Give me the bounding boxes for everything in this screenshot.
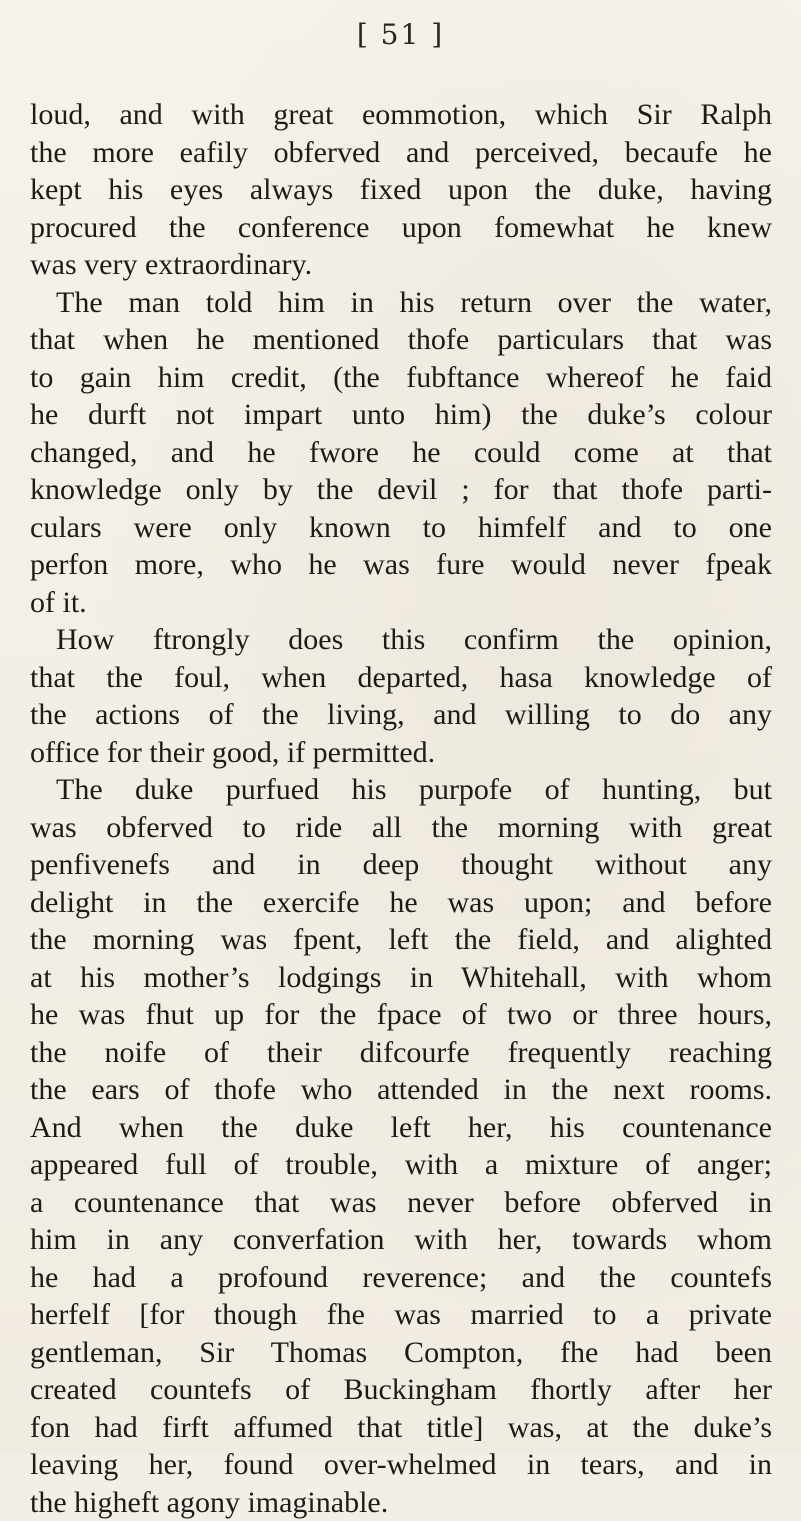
text-line: The man told him in his return over the water,: [30, 284, 772, 322]
text-line: And when the duke left her, his countenance: [30, 1109, 772, 1147]
text-line: penfivenefs and in deep thought without any: [30, 846, 772, 884]
paragraph: [30, 771, 772, 1521]
text-line: office for their good, if permitted.: [30, 734, 772, 772]
text-line: delight in the exercife he was upon; and before: [30, 884, 772, 922]
text-line: herfelf [for though fhe was married to a private: [30, 1296, 772, 1334]
text-line: the higheft agony imaginable.: [30, 1484, 772, 1521]
paragraph: [30, 621, 772, 771]
text-line: he was fhut up for the fpace of two or three hours,: [30, 996, 772, 1034]
text-line: he durft not impart unto him) the duke’s colour: [30, 396, 772, 434]
paragraph: [30, 96, 772, 284]
text-line: him in any converfation with her, towards whom: [30, 1221, 772, 1259]
text-line: fon had firft affumed that title] was, at the duke’s: [30, 1409, 772, 1447]
text-line: that when he mentioned thofe particulars that was: [30, 321, 772, 359]
text-line: at his mother’s lodgings in Whitehall, with whom: [30, 959, 772, 997]
text-line: the more eafily obferved and perceived, becaufe he: [30, 134, 772, 172]
text-line: appeared full of trouble, with a mixture of anger;: [30, 1146, 772, 1184]
text-line: changed, and he fwore he could come at that: [30, 434, 772, 472]
text-line: perfon more, who he was fure would never fpeak: [30, 546, 772, 584]
text-line: procured the conference upon fomewhat he knew: [30, 209, 772, 247]
text-line: created countefs of Buckingham fhortly after her: [30, 1371, 772, 1409]
text-line: How ftrongly does this confirm the opinion,: [30, 621, 772, 659]
text-line: kept his eyes always fixed upon the duke, having: [30, 171, 772, 209]
text-line: of it.: [30, 584, 772, 622]
text-line: a countenance that was never before obferved in: [30, 1184, 772, 1222]
text-line: to gain him credit, (the fubftance whereof he faid: [30, 359, 772, 397]
text-line: knowledge only by the devil ; for that thofe parti-: [30, 471, 772, 509]
text-line: gentleman, Sir Thomas Compton, fhe had been: [30, 1334, 772, 1372]
text-line: that the foul, when departed, hasa knowledge of: [30, 659, 772, 697]
paragraph: [30, 284, 772, 622]
text-line: was obferved to ride all the morning with great: [30, 809, 772, 847]
text-line: leaving her, found over-whelmed in tears, and in: [30, 1446, 772, 1484]
body-text: [30, 96, 772, 1521]
text-line: he had a profound reverence; and the countefs: [30, 1259, 772, 1297]
text-line: the noife of their difcourfe frequently reaching: [30, 1034, 772, 1072]
text-line: loud, and with great eommotion, which Sir Ralph: [30, 96, 772, 134]
text-line: the ears of thofe who attended in the next rooms.: [30, 1071, 772, 1109]
text-line: was very extraordinary.: [30, 246, 772, 284]
text-line: culars were only known to himfelf and to one: [30, 509, 772, 547]
text-line: the actions of the living, and willing to do any: [30, 696, 772, 734]
text-line: the morning was fpent, left the field, and alighted: [30, 921, 772, 959]
text-line: The duke purfued his purpofe of hunting, but: [30, 771, 772, 809]
page-number: [ 51 ]: [0, 18, 801, 51]
